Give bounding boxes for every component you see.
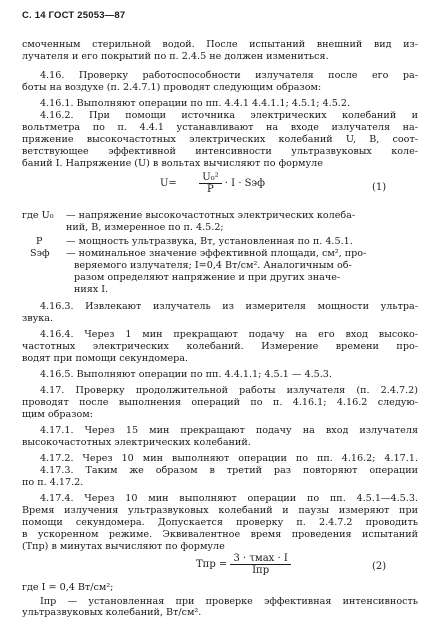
- text-line: частотных электрических колебаний. Измерение времени про-: [22, 341, 418, 352]
- text-line: 4.16.1. Выполняют операции по пп. 4.4.1 4.4.1.1; 4.5.1; 4.5.2.: [40, 98, 351, 109]
- text-line: ультразвуковых колебаний, Вт/см².: [22, 607, 202, 618]
- text-line: ветствующее эффективной интенсивности ультразвуковых коле-: [22, 146, 418, 157]
- text-line: водят при помощи секундомера.: [22, 353, 189, 364]
- text-line: 4.17.2. Через 10 мин выполняют операции по пп. 4.16.2; 4.17.1.: [40, 453, 418, 464]
- text-line: 4.17.3. Таким же образом в третий раз повторяют операции: [40, 465, 418, 476]
- text-line: Iпр — установленная при проверке эффективная интенсивность: [40, 596, 418, 607]
- text-line: (Tпр) в минутах вычисляют по формуле: [22, 541, 225, 552]
- text-line: 4.16.2. При помощи источника электрических колебаний и: [40, 110, 418, 121]
- formula-2-number: (2): [372, 561, 387, 572]
- text-line: лучателя и его покрытий по п. 2.4.5 не должен измениться.: [22, 51, 329, 62]
- text-line: по п. 4.17.2.: [22, 477, 84, 488]
- formula-1: [160, 172, 265, 195]
- formula-1-number: (1): [372, 182, 387, 193]
- formula-1-lhs: U=: [160, 178, 177, 189]
- definition-line: ний, В, измеренное по п. 4.5.2;: [66, 222, 224, 233]
- definition-line: ниях I.: [74, 284, 109, 295]
- formula-2-denominator: Iпр: [252, 565, 270, 576]
- formula-2-lhs: Tпр =: [196, 559, 228, 570]
- text-line: 4.17.1. Через 15 мин прекращают подачу на вход излучателя: [40, 425, 418, 436]
- text-line: 4.17. Проверку продолжительной работы излучателя (п. 2.4.7.2): [40, 385, 418, 396]
- formula-1-denominator: P: [207, 184, 214, 195]
- text-line: высокочастотных электрических колебаний.: [22, 437, 251, 448]
- definition-line: Sэф — номинальное значение эффективной площади, см², про-: [30, 248, 367, 259]
- definition-line: веряемого излучателя; I=0,4 Вт/см². Аналогичным об-: [74, 260, 352, 271]
- definition-line: где U₀ — напряжение высокочастотных электрических колеба-: [22, 210, 356, 221]
- text-line: пряжение высокочастотных электрических колебаний U, В, соот-: [22, 134, 418, 145]
- text-line: смоченным стерильной водой. После испытаний внешний вид из-: [22, 39, 418, 50]
- text-line: щим образом:: [22, 409, 93, 420]
- formula-1-fraction: [199, 172, 221, 195]
- text-line: помощи секундомера. Допускается проверку п. 2.4.7.2 проводить: [22, 517, 418, 528]
- formula-2-fraction: [230, 553, 290, 576]
- text-line: в ускоренном режиме. Эквивалентное время проведения испытаний: [22, 529, 418, 540]
- definition-line: P — мощность ультразвука, Вт, установленная по п. 4.5.1.: [36, 236, 353, 247]
- text-line: звука.: [22, 313, 54, 324]
- formula-1-rest: · I · Sэф: [224, 178, 265, 189]
- definition-line: разом определяют напряжение и при других значе-: [74, 272, 341, 283]
- text-line: проводят после выполнения операций по п. 4.16.1; 4.16.2 следую-: [22, 397, 418, 408]
- text-line: где I = 0,4 Вт/см²;: [22, 582, 114, 593]
- formula-2: [196, 553, 291, 576]
- formula-1-numerator: U₀²: [199, 172, 221, 184]
- formula-2-numerator: 3 · τмах · I: [230, 553, 290, 565]
- text-line: 4.16.4. Через 1 мин прекращают подачу на его вход высоко-: [40, 329, 418, 340]
- page-header: С. 14 ГОСТ 25053—87: [22, 10, 126, 21]
- text-line: Время излучения ультразвуковых колебаний и паузы измеряют при: [22, 505, 418, 516]
- text-line: баний I. Напряжение (U) в вольтах вычисляют по формуле: [22, 158, 323, 169]
- text-line: 4.17.4. Через 10 мин выполняют операции по пп. 4.5.1—4.5.3.: [40, 493, 418, 504]
- text-line: 4.16.5. Выполняют операции по пп. 4.4.1.1; 4.5.1 — 4.5.3.: [40, 369, 332, 380]
- text-line: вольтметра по п. 4.4.1 устанавливают на входе излучателя на-: [22, 122, 418, 133]
- text-line: 4.16.3. Извлекают излучатель из измерителя мощности ультра-: [40, 301, 418, 312]
- text-line: боты на воздухе (п. 2.4.7.1) проводят следующим образом:: [22, 82, 322, 93]
- text-line: 4.16. Проверку работоспособности излучателя после его ра-: [40, 70, 418, 81]
